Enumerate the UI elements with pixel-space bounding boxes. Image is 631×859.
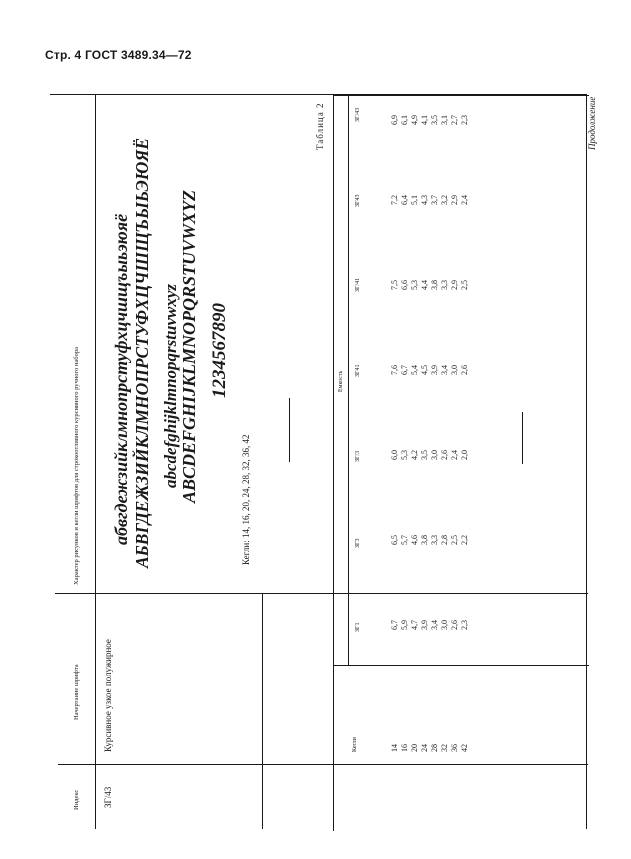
value-cell: 6,7 [390,620,399,630]
kegl-cell: 32 [440,744,449,752]
value-cell: 5,9 [400,620,409,630]
table2-header-capacity: Емкость [338,370,344,392]
sample-latin-uppercase: ABCDEFGHIJKLMNOPQRSTUVWXYZ [179,189,199,503]
value-cell: 3,0 [450,365,459,375]
value-column-zg41 [390,365,470,385]
divider-left [289,398,290,462]
value-cell: 2,3 [460,115,469,125]
value-cell: 6,6 [400,280,409,290]
col-header-zg-3: ЗГ/3 [355,450,361,462]
header-character: Характер рисунков и кегли шрифтов для строкоотливного курсивного ручного набора [73,347,80,585]
kegl-cell: 16 [400,744,409,752]
value-cell: 5,7 [400,535,409,545]
value-cell: 3,5 [430,115,439,125]
value-cell: 2,3 [460,620,469,630]
value-cell: 6,4 [400,195,409,205]
value-cell: 2,4 [460,195,469,205]
value-cell: 3,2 [440,195,449,205]
value-cell: 2,0 [460,450,469,460]
value-cell: 3,3 [440,280,449,290]
value-cell: 4,3 [420,195,429,205]
kegl-cell: 14 [390,744,399,752]
value-cell: 6,1 [400,115,409,125]
kegl-cell: 24 [420,744,429,752]
value-cell: 4,9 [410,115,419,125]
kegli-list: Кегли: 14, 16, 20, 24, 28, 32, 36, 42 [241,434,251,565]
value-cell: 4,2 [410,450,419,460]
value-cell: 3,8 [430,280,439,290]
value-cell: 4,7 [410,620,419,630]
value-column-zg-43 [390,115,470,135]
value-cell: 2,6 [450,620,459,630]
sample-latin-lowercase: abcdefghijklmnopqrstuvwxyz [161,283,180,488]
col-header-zg-43: ЗГ/43 [355,107,361,122]
value-cell: 7,5 [390,280,399,290]
col-header-zg43: ЗГ43 [355,194,361,207]
value-column-zg3 [390,535,470,555]
value-cell: 3,0 [440,620,449,630]
value-cell: 7,6 [390,365,399,375]
value-cell: 5,4 [410,365,419,375]
value-column-zg1 [390,620,470,640]
value-cell: 2,8 [440,535,449,545]
col-header-zg1: ЗГ1 [355,622,361,632]
value-cell: 2,9 [450,280,459,290]
col-header-zg3: ЗГ3 [355,538,361,548]
value-cell: 3,5 [420,450,429,460]
value-cell: 2,6 [460,365,469,375]
value-cell: 4,6 [410,535,419,545]
header-index: Индекс [73,789,80,810]
value-cell: 3,9 [430,365,439,375]
value-cell: 2,5 [450,535,459,545]
header-name: Начертание шрифта [73,664,80,720]
value-cell: 3,3 [430,535,439,545]
table2-header-kegli: Кегли [352,737,358,752]
value-column-zg-41 [390,280,470,300]
value-cell: 7,2 [390,195,399,205]
value-cell: 4,4 [420,280,429,290]
col-header-zg41: ЗГ41 [355,364,361,377]
value-cell: 2,9 [450,195,459,205]
kegl-cell: 20 [410,744,419,752]
value-cell: 2,5 [460,280,469,290]
value-cell: 3,4 [440,365,449,375]
sample-cyrillic-lowercase: абвгдежзийклмнопрстуфхцчшщъыьэюяё [111,213,131,545]
col-header-zg-41: ЗГ/41 [355,277,361,292]
sample-cyrillic-uppercase: АБВГДЕЖЗИЙКЛМНОПРСТУФХЦЧШЩЪЫЬЭЮЯЁ [132,137,152,568]
divider-right [522,412,523,464]
value-cell: 2,2 [460,535,469,545]
value-cell: 3,7 [430,195,439,205]
row-name: Курсивное узкое полужирное [103,639,113,752]
value-cell: 3,1 [440,115,449,125]
value-cell: 5,3 [400,450,409,460]
value-cell: 2,6 [440,450,449,460]
kegli-column [390,736,470,752]
value-cell: 3,8 [420,535,429,545]
value-cell: 5,3 [410,280,419,290]
kegl-cell: 36 [450,744,459,752]
value-column-zg-3 [390,450,470,470]
row-index: ЗГ/43 [103,786,113,808]
value-cell: 6,9 [390,115,399,125]
value-cell: 4,5 [420,365,429,375]
table-2-title: Таблица 2 [315,102,325,150]
continuation-label: Продолжение [587,96,597,150]
value-cell: 5,1 [410,195,419,205]
kegl-cell: 42 [460,744,469,752]
value-cell: 3,4 [430,620,439,630]
value-cell: 2,4 [450,450,459,460]
value-cell: 6,7 [400,365,409,375]
sample-digits: 1234567890 [209,303,230,398]
value-column-zg43 [390,195,470,215]
value-cell: 4,1 [420,115,429,125]
value-cell: 3,9 [420,620,429,630]
value-cell: 3,0 [430,450,439,460]
value-cell: 2,7 [450,115,459,125]
value-cell: 6,5 [390,535,399,545]
page-header: Стр. 4 ГОСТ 3489.34—72 [45,48,192,62]
value-cell: 6,0 [390,450,399,460]
kegl-cell: 28 [430,744,439,752]
